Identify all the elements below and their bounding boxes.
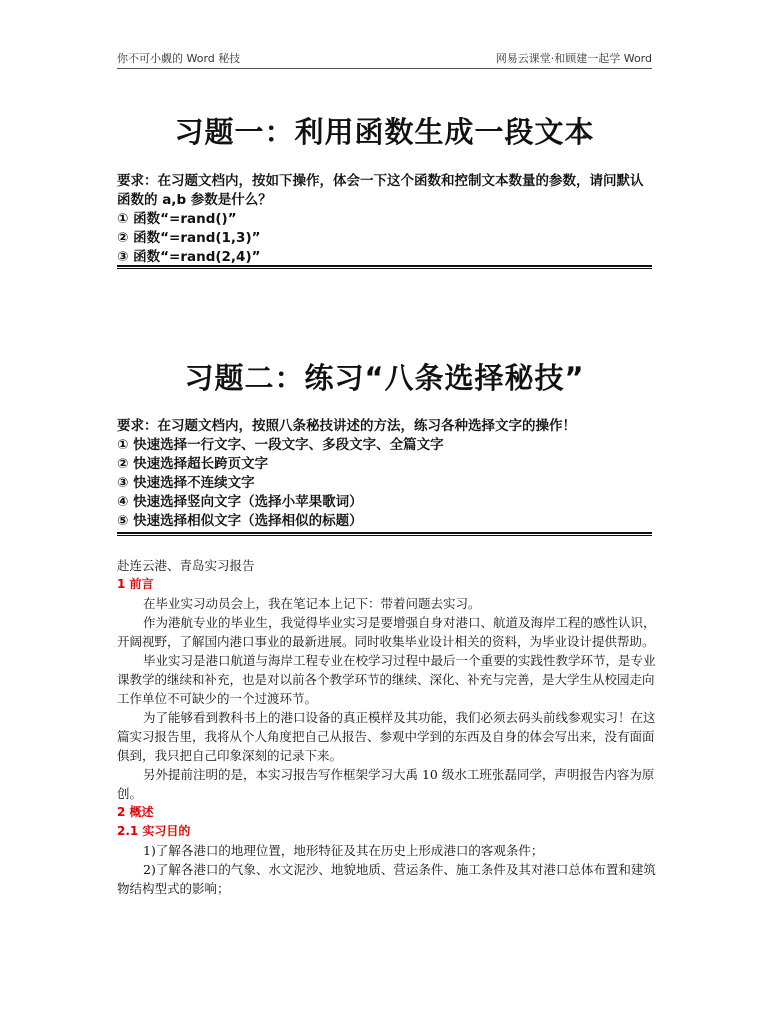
header-right-text: 网易云课堂·和顾建一起学 Word: [495, 52, 652, 65]
exercise-2-item-3: ③ 快速选择不连续文字: [117, 475, 255, 491]
exercise-2-item-1: ① 快速选择一行文字、一段文字、多段文字、全篇文字: [117, 437, 444, 453]
header-left-text: 你不可小觑的 Word 秘技: [117, 52, 241, 65]
exercise-1-divider: [117, 265, 652, 269]
report-paragraph: 在毕业实习动员会上，我在笔记本上记下：带着问题去实习。: [143, 596, 481, 611]
exercise-2-requirements: [117, 417, 652, 531]
exercise-1-item-1: ① 函数“=rand()”: [117, 211, 237, 227]
exercise-2-title: 习题二：练习“八条选择秘技”: [184, 361, 585, 395]
exercise-2-item-5: ⑤ 快速选择相似文字（选择相似的标题）: [117, 513, 363, 529]
exercise-2-item-2: ② 快速选择超长跨页文字: [117, 456, 269, 472]
report-paragraph: 为了能够看到教科书上的港口设备的真正模样及其功能，我们必须去码头前线参观实习！在这篇实习报告里，我将从个人角度把自己从报告、参观中学到的东西及自身的体会写出来，没有面面俱到，我只把自己印象深刻的记录下来。: [117, 710, 656, 763]
exercise-2-divider: [117, 532, 652, 536]
exercise-1-title: 习题一：利用函数生成一段文本: [174, 115, 595, 149]
report-paragraph: 作为港航专业的毕业生，我觉得毕业实习是要增强自身对港口、航道及海岸工程的感性认识，开阔视野，了解国内港口事业的最新进展。同时收集毕业设计相关的资料，为毕业设计提供帮助。: [117, 615, 656, 649]
exercise-1-req-text: 要求：在习题文档内，按如下操作，体会一下这个函数和控制文本数量的参数，请问默认函数的 a,b 参数是什么？: [117, 173, 644, 208]
subsection-heading-purpose: 2.1 实习目的: [117, 824, 191, 838]
report-list-item: 1)了解各港口的地理位置，地形特征及其在历史上形成港口的客观条件；: [143, 843, 544, 858]
exercise-2-req-text: 要求：在习题文档内，按照八条秘技讲述的方法，练习各种选择文字的操作！: [117, 418, 576, 434]
report-paragraph: 毕业实习是港口航道与海岸工程专业在校学习过程中最后一个重要的实践性教学环节，是专业课教学的继续和补充，也是对以前各个教学环节的继续、深化、补充与完善，是大学生从校园走向工作单位不可缺少的一个过渡环节。: [117, 653, 656, 706]
exercise-1-item-3: ③ 函数“=rand(2,4)”: [117, 249, 261, 265]
section-heading-overview: 2 概述: [117, 805, 154, 819]
report-list-item: 2)了解各港口的气象、水文泥沙、地貌地质、营运条件、施工条件及其对港口总体布置和建筑物结构型式的影响；: [117, 862, 656, 896]
exercise-1-item-2: ② 函数“=rand(1,3)”: [117, 230, 261, 246]
report-paragraph: 另外提前注明的是，本实习报告写作框架学习大禹 10 级水工班张磊同学，声明报告内容为原创。: [117, 767, 655, 801]
report-body: [117, 556, 657, 898]
report-title: 赴连云港、青岛实习报告: [117, 558, 255, 573]
page-header: [117, 50, 652, 69]
exercise-1-requirements: [117, 172, 652, 267]
exercise-2-item-4: ④ 快速选择竖向文字（选择小苹果歌词）: [117, 494, 363, 510]
section-heading-intro: 1 前言: [117, 577, 154, 591]
